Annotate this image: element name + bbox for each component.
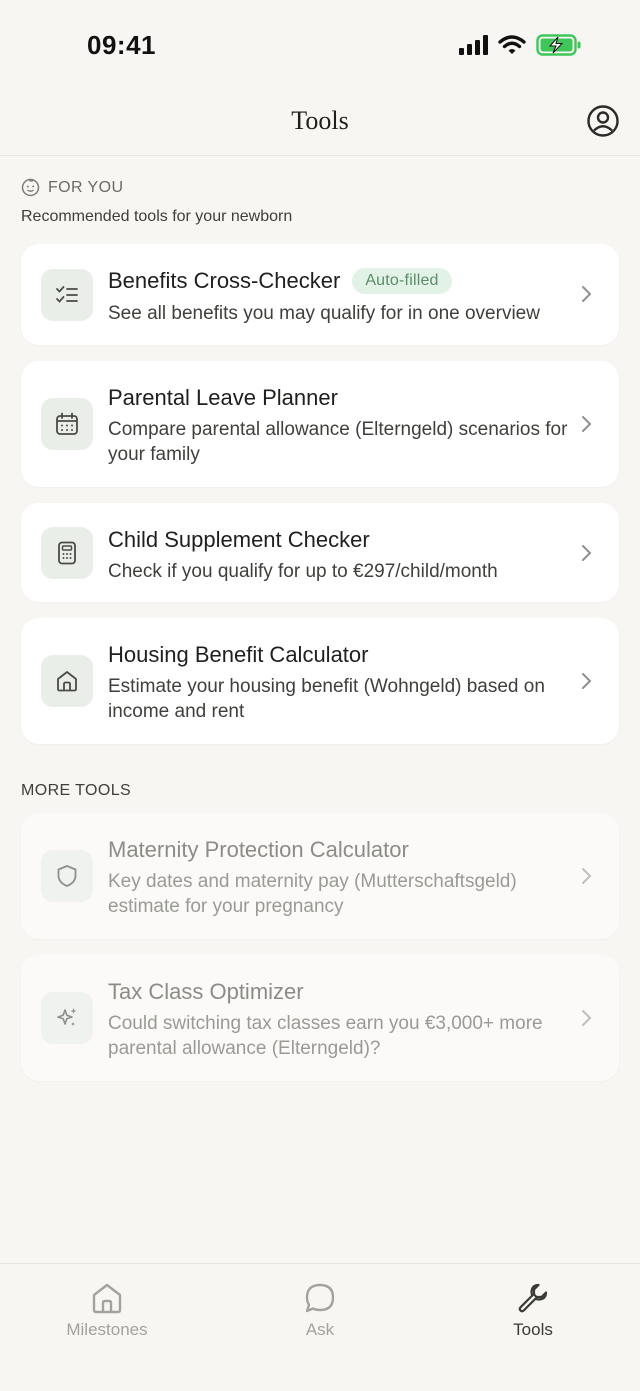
card-title-text: Benefits Cross-Checker — [108, 268, 341, 293]
chevron-right-icon — [579, 543, 593, 563]
wifi-icon — [498, 35, 526, 55]
home-icon — [89, 1280, 125, 1316]
chevron-right-icon — [579, 414, 593, 434]
tab-label: Tools — [513, 1320, 553, 1339]
battery-charging-icon — [536, 34, 582, 56]
user-circle-icon — [586, 104, 620, 138]
auto-filled-badge: Auto-filled — [352, 268, 451, 294]
chevron-right-icon — [579, 284, 593, 304]
card-title: Tax Class Optimizer — [108, 979, 304, 1004]
tab-ask[interactable] — [250, 1280, 390, 1340]
chevron-right-icon — [579, 1008, 593, 1028]
card-description: Estimate your housing benefit (Wohngeld) based on income and rent — [108, 676, 545, 722]
child-supplement-checker-card[interactable] — [21, 503, 619, 602]
housing-benefit-calculator-card[interactable] — [21, 618, 619, 744]
chevron-right-icon — [579, 671, 593, 691]
wrench-icon — [515, 1280, 551, 1316]
card-description: Compare parental allowance (Elterngeld) scenarios for your family — [108, 419, 568, 465]
shield-icon — [41, 850, 93, 902]
sparkle-icon — [41, 992, 93, 1044]
page-title: Tools — [291, 106, 349, 135]
bottom-tab-bar — [0, 1263, 640, 1391]
card-description: See all benefits you may qualify for in one overview — [108, 303, 540, 324]
card-description: Could switching tax classes earn you €3,000+ more parental allowance (Elterngeld)? — [108, 1013, 543, 1059]
card-title — [108, 268, 452, 294]
chat-bubble-icon — [302, 1280, 338, 1316]
more-tools-label: MORE TOOLS — [21, 782, 132, 799]
status-icons — [459, 34, 582, 56]
card-title: Child Supplement Checker — [108, 527, 370, 552]
chevron-right-icon — [579, 866, 593, 886]
app-header — [0, 90, 640, 156]
cellular-signal-icon — [459, 35, 488, 55]
card-description: Key dates and maternity pay (Mutterschaftsgeld) estimate for your pregnancy — [108, 871, 517, 917]
for-you-label-text: FOR YOU — [48, 178, 124, 196]
tab-label: Milestones — [66, 1320, 148, 1339]
status-time: 09:41 — [87, 30, 156, 60]
calendar-icon — [41, 398, 93, 450]
status-bar — [0, 0, 640, 90]
card-description: Check if you qualify for up to €297/child/month — [108, 561, 498, 582]
parental-leave-planner-card[interactable] — [21, 361, 619, 487]
benefits-cross-checker-card[interactable] — [21, 244, 619, 345]
maternity-protection-calculator-card[interactable] — [21, 813, 619, 939]
tax-class-optimizer-card[interactable] — [21, 955, 619, 1081]
card-title: Parental Leave Planner — [108, 385, 338, 410]
tab-milestones[interactable] — [37, 1280, 177, 1340]
tab-label: Ask — [305, 1320, 335, 1339]
calculator-icon — [41, 527, 93, 579]
tab-tools[interactable] — [463, 1280, 603, 1340]
for-you-label — [21, 178, 123, 197]
card-title: Maternity Protection Calculator — [108, 837, 409, 862]
card-title: Housing Benefit Calculator — [108, 642, 369, 667]
for-you-subtitle: Recommended tools for your newborn — [21, 208, 293, 225]
profile-button[interactable] — [586, 104, 620, 138]
checklist-icon — [41, 269, 93, 321]
baby-face-icon — [21, 178, 40, 197]
home-icon — [41, 655, 93, 707]
